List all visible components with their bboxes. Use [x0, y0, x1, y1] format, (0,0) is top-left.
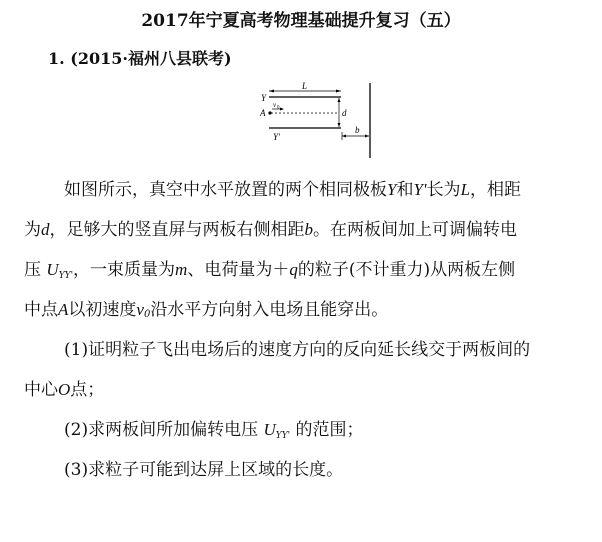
label-v0-sub: 0	[277, 105, 280, 111]
text-line-1: 如图所示，真空中水平放置的两个相同极板Y和Y'长为L，相距	[64, 180, 522, 200]
text-line-3: 压 UYY'，一束质量为m、电荷量为＋q的粒子(不计重力)从两板左侧	[24, 260, 516, 281]
label-d: d	[342, 108, 347, 118]
subquestion-3: (3)求粒子可能到达屏上区域的长度。	[64, 460, 344, 480]
subquestion-1: (1)证明粒子飞出电场后的速度方向的反向延长线交于两板间的	[64, 340, 531, 360]
label-y: Y	[261, 93, 267, 103]
label-v0: v	[273, 101, 277, 109]
question-number: 1.	[48, 49, 65, 68]
subquestion-1-cont: 中心O点；	[24, 380, 105, 400]
problem-text	[0, 170, 602, 490]
label-y-prime: Y'	[273, 132, 280, 142]
question-header	[48, 46, 232, 69]
label-a: A	[260, 108, 266, 118]
subquestion-2: (2)求两板间所加偏转电压 UYY' 的范围；	[64, 420, 364, 441]
page-title: 2017年宁夏高考物理基础提升复习（五）	[141, 11, 461, 31]
text-line-4: 中点A以初速度$v_0$沿水平方向射入电场且能穿出。	[24, 300, 389, 320]
point-a	[268, 111, 271, 114]
question-source: (2015·福州八县联考)	[70, 49, 232, 68]
label-b: b	[355, 125, 360, 135]
text-line-2: 为d，足够大的竖直屏与两板右侧相距b。在两板间加上可调偏转电	[24, 220, 517, 240]
label-l: L	[302, 82, 308, 91]
deflection-plates-diagram	[255, 82, 390, 162]
